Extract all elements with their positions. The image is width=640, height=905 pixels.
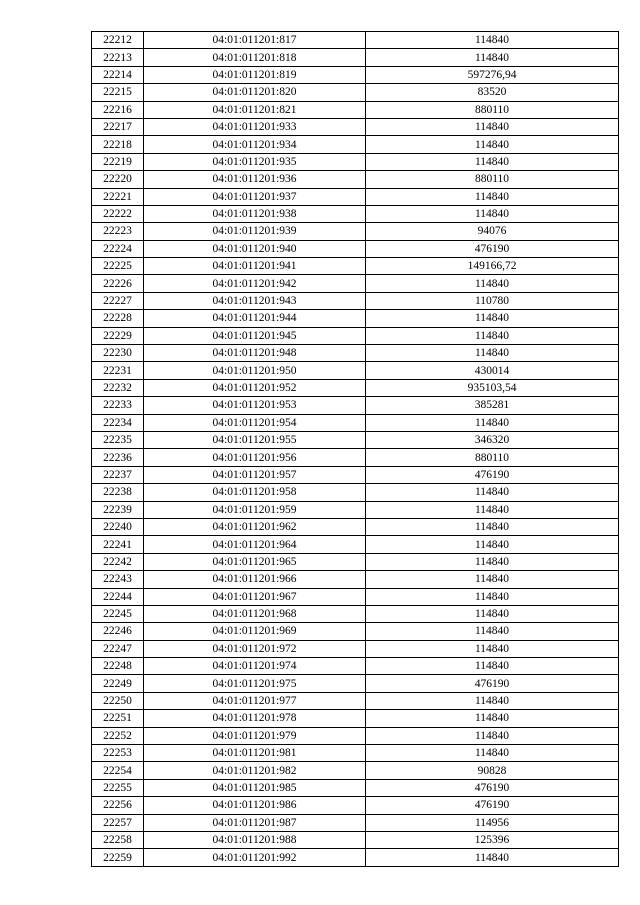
table-row (92, 101, 619, 118)
table-row (92, 779, 619, 796)
cadastral-value-cell: 476190 (366, 466, 619, 483)
row-number-cell: 22232 (92, 379, 144, 396)
table-row (92, 797, 619, 814)
row-number-cell: 22226 (92, 275, 144, 292)
row-number-cell: 22243 (92, 571, 144, 588)
cadastral-number-cell: 04:01:011201:817 (144, 32, 366, 49)
row-number-cell: 22234 (92, 414, 144, 431)
row-number-cell: 22241 (92, 536, 144, 553)
cadastral-value-cell: 476190 (366, 779, 619, 796)
table-row (92, 275, 619, 292)
cadastral-number-cell: 04:01:011201:940 (144, 240, 366, 257)
cadastral-number-cell: 04:01:011201:955 (144, 431, 366, 448)
cadastral-number-cell: 04:01:011201:982 (144, 762, 366, 779)
table-row (92, 153, 619, 170)
table-row (92, 32, 619, 49)
table-row (92, 414, 619, 431)
table-row (92, 536, 619, 553)
table-row (92, 310, 619, 327)
cadastral-value-cell: 385281 (366, 397, 619, 414)
cadastral-value-cell: 114840 (366, 727, 619, 744)
row-number-cell: 22249 (92, 675, 144, 692)
row-number-cell: 22224 (92, 240, 144, 257)
cadastral-number-cell: 04:01:011201:962 (144, 518, 366, 535)
cadastral-number-cell: 04:01:011201:936 (144, 171, 366, 188)
row-number-cell: 22217 (92, 118, 144, 135)
cadastral-number-cell: 04:01:011201:959 (144, 501, 366, 518)
cadastral-number-cell: 04:01:011201:981 (144, 745, 366, 762)
cadastral-number-cell: 04:01:011201:958 (144, 484, 366, 501)
cadastral-value-cell: 880110 (366, 101, 619, 118)
row-number-cell: 22215 (92, 84, 144, 101)
cadastral-number-cell: 04:01:011201:972 (144, 640, 366, 657)
cadastral-number-cell: 04:01:011201:985 (144, 779, 366, 796)
table-row (92, 66, 619, 83)
row-number-cell: 22230 (92, 345, 144, 362)
cadastral-number-cell: 04:01:011201:977 (144, 692, 366, 709)
table-row (92, 605, 619, 622)
cadastral-value-cell: 110780 (366, 292, 619, 309)
cadastral-number-cell: 04:01:011201:935 (144, 153, 366, 170)
cadastral-number-cell: 04:01:011201:948 (144, 345, 366, 362)
row-number-cell: 22256 (92, 797, 144, 814)
row-number-cell: 22240 (92, 518, 144, 535)
row-number-cell: 22220 (92, 171, 144, 188)
cadastral-number-cell: 04:01:011201:938 (144, 205, 366, 222)
table-row (92, 849, 619, 866)
row-number-cell: 22239 (92, 501, 144, 518)
cadastral-value-cell: 83520 (366, 84, 619, 101)
cadastral-number-cell: 04:01:011201:939 (144, 223, 366, 240)
row-number-cell: 22235 (92, 431, 144, 448)
cadastral-value-cell: 114840 (366, 571, 619, 588)
table-row (92, 118, 619, 135)
cadastral-number-cell: 04:01:011201:950 (144, 362, 366, 379)
table-row (92, 588, 619, 605)
cadastral-value-cell: 114840 (366, 536, 619, 553)
table-row (92, 658, 619, 675)
table-row (92, 171, 619, 188)
cadastral-number-cell: 04:01:011201:992 (144, 849, 366, 866)
row-number-cell: 22229 (92, 327, 144, 344)
row-number-cell: 22222 (92, 205, 144, 222)
cadastral-number-cell: 04:01:011201:988 (144, 831, 366, 848)
cadastral-value-cell: 94076 (366, 223, 619, 240)
cadastral-value-cell: 114840 (366, 605, 619, 622)
row-number-cell: 22247 (92, 640, 144, 657)
table-row (92, 449, 619, 466)
cadastral-number-cell: 04:01:011201:967 (144, 588, 366, 605)
cadastral-value-cell: 149166,72 (366, 258, 619, 275)
cadastral-number-cell: 04:01:011201:986 (144, 797, 366, 814)
cadastral-number-cell: 04:01:011201:968 (144, 605, 366, 622)
table-row (92, 345, 619, 362)
table-row (92, 623, 619, 640)
cadastral-value-cell: 114840 (366, 640, 619, 657)
table-row (92, 205, 619, 222)
row-number-cell: 22259 (92, 849, 144, 866)
cadastral-value-cell: 476190 (366, 797, 619, 814)
table-row (92, 814, 619, 831)
cadastral-value-cell: 114840 (366, 710, 619, 727)
cadastral-value-cell: 114840 (366, 588, 619, 605)
row-number-cell: 22236 (92, 449, 144, 466)
table-row (92, 397, 619, 414)
table-row (92, 362, 619, 379)
table-row (92, 640, 619, 657)
table-row (92, 518, 619, 535)
cadastral-value-cell: 114840 (366, 327, 619, 344)
row-number-cell: 22244 (92, 588, 144, 605)
cadastral-number-cell: 04:01:011201:820 (144, 84, 366, 101)
cadastral-number-cell: 04:01:011201:941 (144, 258, 366, 275)
cadastral-value-cell: 476190 (366, 675, 619, 692)
cadastral-number-cell: 04:01:011201:957 (144, 466, 366, 483)
table-row (92, 571, 619, 588)
cadastral-value-cell: 125396 (366, 831, 619, 848)
row-number-cell: 22255 (92, 779, 144, 796)
row-number-cell: 22233 (92, 397, 144, 414)
row-number-cell: 22254 (92, 762, 144, 779)
row-number-cell: 22213 (92, 49, 144, 66)
table-row (92, 49, 619, 66)
cadastral-value-cell: 90828 (366, 762, 619, 779)
row-number-cell: 22221 (92, 188, 144, 205)
cadastral-number-cell: 04:01:011201:978 (144, 710, 366, 727)
cadastral-number-cell: 04:01:011201:933 (144, 118, 366, 135)
cadastral-number-cell: 04:01:011201:953 (144, 397, 366, 414)
cadastral-number-cell: 04:01:011201:965 (144, 553, 366, 570)
table-body (92, 32, 619, 867)
cadastral-number-cell: 04:01:011201:956 (144, 449, 366, 466)
cadastral-value-cell: 114840 (366, 275, 619, 292)
cadastral-number-cell: 04:01:011201:821 (144, 101, 366, 118)
row-number-cell: 22246 (92, 623, 144, 640)
cadastral-number-cell: 04:01:011201:969 (144, 623, 366, 640)
row-number-cell: 22228 (92, 310, 144, 327)
cadastral-value-cell: 880110 (366, 171, 619, 188)
cadastral-number-cell: 04:01:011201:974 (144, 658, 366, 675)
cadastral-value-cell: 114840 (366, 118, 619, 135)
cadastral-value-table (91, 31, 619, 867)
cadastral-value-cell: 114956 (366, 814, 619, 831)
cadastral-number-cell: 04:01:011201:945 (144, 327, 366, 344)
cadastral-value-cell: 346320 (366, 431, 619, 448)
row-number-cell: 22216 (92, 101, 144, 118)
cadastral-value-cell: 114840 (366, 553, 619, 570)
cadastral-number-cell: 04:01:011201:987 (144, 814, 366, 831)
cadastral-value-cell: 880110 (366, 449, 619, 466)
table-row (92, 379, 619, 396)
cadastral-value-cell: 114840 (366, 501, 619, 518)
cadastral-value-cell: 114840 (366, 188, 619, 205)
table-row (92, 762, 619, 779)
row-number-cell: 22237 (92, 466, 144, 483)
table-row (92, 692, 619, 709)
table-row (92, 292, 619, 309)
cadastral-value-cell: 114840 (366, 153, 619, 170)
row-number-cell: 22212 (92, 32, 144, 49)
cadastral-number-cell: 04:01:011201:943 (144, 292, 366, 309)
cadastral-value-cell: 114840 (366, 414, 619, 431)
table-row (92, 484, 619, 501)
cadastral-value-cell: 114840 (366, 658, 619, 675)
cadastral-value-cell: 114840 (366, 692, 619, 709)
cadastral-number-cell: 04:01:011201:818 (144, 49, 366, 66)
table-row (92, 327, 619, 344)
cadastral-value-cell: 114840 (366, 49, 619, 66)
cadastral-value-cell: 114840 (366, 205, 619, 222)
row-number-cell: 22248 (92, 658, 144, 675)
row-number-cell: 22250 (92, 692, 144, 709)
cadastral-value-cell: 430014 (366, 362, 619, 379)
row-number-cell: 22231 (92, 362, 144, 379)
cadastral-number-cell: 04:01:011201:966 (144, 571, 366, 588)
row-number-cell: 22219 (92, 153, 144, 170)
row-number-cell: 22223 (92, 223, 144, 240)
row-number-cell: 22218 (92, 136, 144, 153)
row-number-cell: 22257 (92, 814, 144, 831)
table-row (92, 188, 619, 205)
table-row (92, 84, 619, 101)
cadastral-value-cell: 114840 (366, 745, 619, 762)
cadastral-number-cell: 04:01:011201:819 (144, 66, 366, 83)
table-row (92, 136, 619, 153)
table-row (92, 745, 619, 762)
cadastral-value-cell: 114840 (366, 518, 619, 535)
table-row (92, 431, 619, 448)
table-row (92, 258, 619, 275)
cadastral-number-cell: 04:01:011201:942 (144, 275, 366, 292)
cadastral-number-cell: 04:01:011201:964 (144, 536, 366, 553)
cadastral-value-cell: 114840 (366, 136, 619, 153)
table-row (92, 831, 619, 848)
table-row (92, 675, 619, 692)
cadastral-value-cell: 114840 (366, 310, 619, 327)
cadastral-number-cell: 04:01:011201:944 (144, 310, 366, 327)
table-row (92, 240, 619, 257)
row-number-cell: 22214 (92, 66, 144, 83)
cadastral-number-cell: 04:01:011201:954 (144, 414, 366, 431)
row-number-cell: 22227 (92, 292, 144, 309)
cadastral-number-cell: 04:01:011201:952 (144, 379, 366, 396)
row-number-cell: 22225 (92, 258, 144, 275)
cadastral-value-cell: 935103,54 (366, 379, 619, 396)
row-number-cell: 22258 (92, 831, 144, 848)
table-row (92, 223, 619, 240)
table-row (92, 710, 619, 727)
row-number-cell: 22245 (92, 605, 144, 622)
table-row (92, 553, 619, 570)
cadastral-value-cell: 597276,94 (366, 66, 619, 83)
row-number-cell: 22251 (92, 710, 144, 727)
row-number-cell: 22253 (92, 745, 144, 762)
cadastral-value-cell: 114840 (366, 623, 619, 640)
cadastral-number-cell: 04:01:011201:934 (144, 136, 366, 153)
table-row (92, 501, 619, 518)
cadastral-value-cell: 476190 (366, 240, 619, 257)
cadastral-number-cell: 04:01:011201:937 (144, 188, 366, 205)
row-number-cell: 22238 (92, 484, 144, 501)
row-number-cell: 22252 (92, 727, 144, 744)
cadastral-number-cell: 04:01:011201:975 (144, 675, 366, 692)
table-row (92, 466, 619, 483)
cadastral-value-cell: 114840 (366, 484, 619, 501)
cadastral-value-cell: 114840 (366, 345, 619, 362)
cadastral-value-cell: 114840 (366, 849, 619, 866)
table-row (92, 727, 619, 744)
cadastral-value-cell: 114840 (366, 32, 619, 49)
row-number-cell: 22242 (92, 553, 144, 570)
cadastral-number-cell: 04:01:011201:979 (144, 727, 366, 744)
